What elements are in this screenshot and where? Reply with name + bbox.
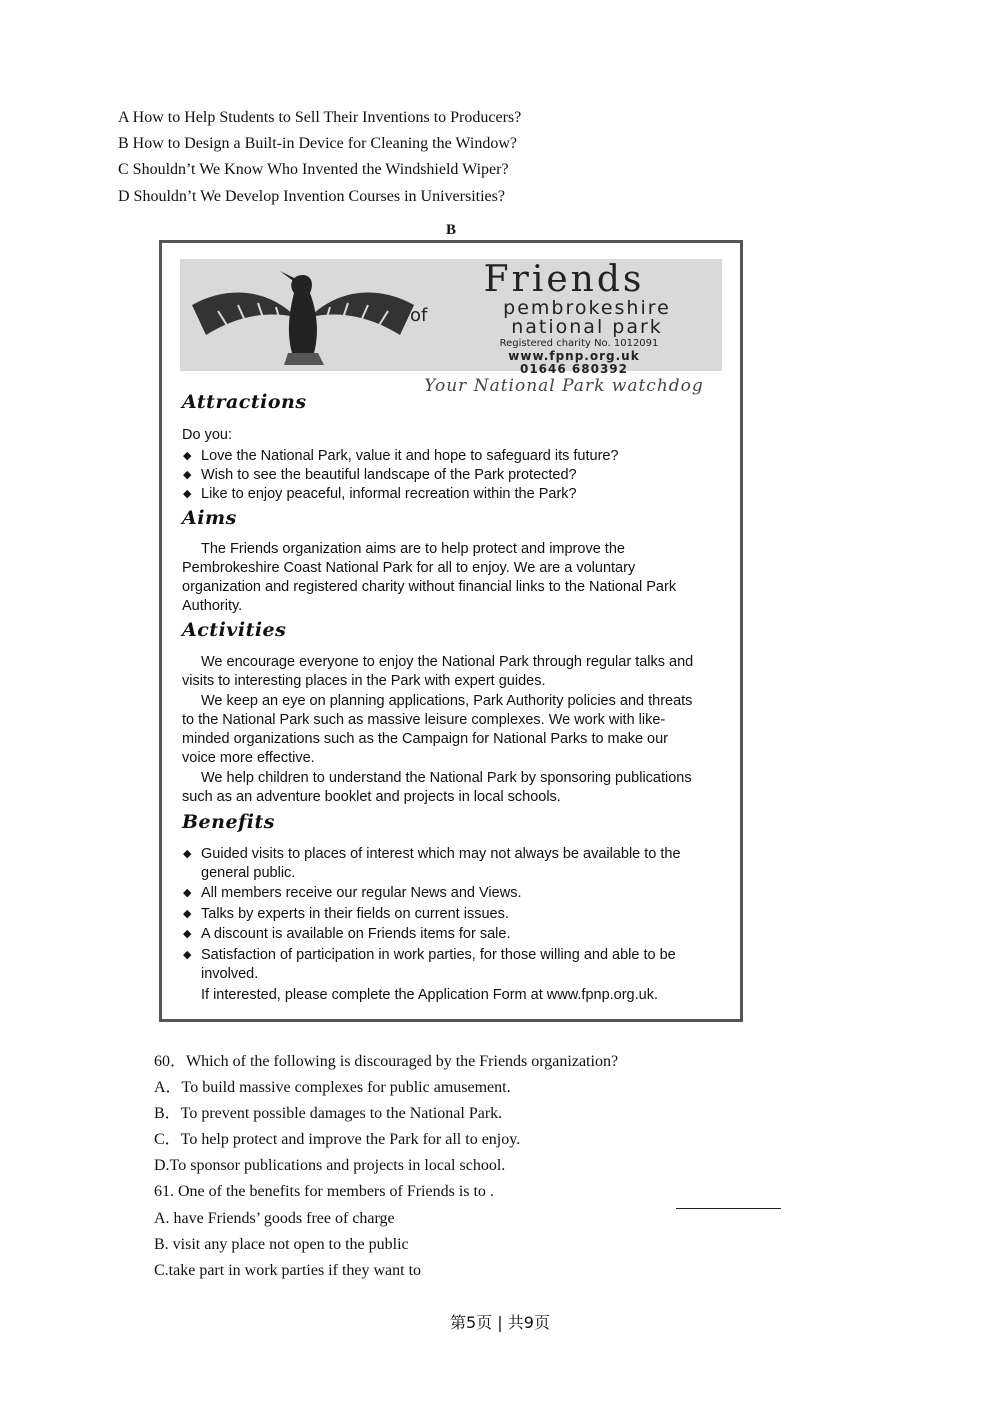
activities-line: such as an adventure booklet and projects in local schools. <box>182 789 561 805</box>
benefit-item: Guided visits to places of interest which may not always be available to the <box>201 846 681 862</box>
question-61: 61. One of the benefits for members of Friends is to . <box>154 1183 494 1200</box>
question-60-option-a: A．To build massive complexes for public amusement. <box>154 1079 511 1096</box>
aims-line: The Friends organization aims are to help protect and improve the <box>201 541 625 557</box>
benefit-item: A discount is available on Friends items for sale. <box>201 926 511 942</box>
answer-blank-line <box>676 1208 781 1209</box>
charity-number: Registered charity No. 1012091 <box>499 338 659 349</box>
benefit-item: All members receive our regular News and Views. <box>201 885 522 901</box>
aims-line: Authority. <box>182 598 243 614</box>
attractions-intro: Do you: <box>182 427 232 443</box>
section-label: B <box>446 222 457 238</box>
activities-line: to the National Park such as massive leisure complexes. We work with like- <box>182 712 666 728</box>
bullet-icon: ◆ <box>183 848 192 860</box>
benefit-item: involved. <box>201 966 259 982</box>
question-60-option-d: D.To sponsor publications and projects in local school. <box>154 1157 506 1174</box>
bullet-icon: ◆ <box>183 928 192 940</box>
attraction-item: Love the National Park, value it and hope to safeguard its future? <box>201 448 619 464</box>
bullet-icon: ◆ <box>183 488 192 500</box>
flyer-banner <box>180 259 722 396</box>
aims-line: organization and registered charity without financial links to the National Park <box>182 579 677 595</box>
activities-heading: Activities <box>182 619 287 641</box>
page-footer: 第5页 | 共9页 <box>450 1313 550 1332</box>
bullet-icon: ◆ <box>183 908 192 920</box>
attraction-item: Like to enjoy peaceful, informal recreation within the Park? <box>201 486 577 502</box>
activities-line: We help children to understand the National Park by sponsoring publications <box>201 770 692 786</box>
brand-line-2: national park <box>511 316 663 338</box>
friends-flyer <box>159 240 743 1022</box>
option-d: D Shouldn’t We Develop Invention Courses in Universities? <box>118 188 505 205</box>
attraction-item: Wish to see the beautiful landscape of the Park protected? <box>201 467 577 483</box>
bullet-icon: ◆ <box>183 450 192 462</box>
question-60: 60．Which of the following is discouraged by the Friends organization? <box>154 1053 619 1070</box>
brand-phone: 01646 680392 <box>519 362 629 376</box>
benefit-item: Satisfaction of participation in work parties, for those willing and able to be <box>201 947 676 963</box>
benefits-heading: Benefits <box>182 811 275 833</box>
activities-line: We encourage everyone to enjoy the National Park through regular talks and <box>201 654 694 670</box>
brand-line-1: pembrokeshire <box>503 297 671 319</box>
bullet-icon: ◆ <box>183 887 192 899</box>
activities-line: visits to interesting places in the Park with expert guides. <box>182 673 546 689</box>
question-61-option-c: C.take part in work parties if they want to <box>154 1262 422 1279</box>
question-60-option-b: B．To prevent possible damages to the National Park. <box>154 1105 503 1122</box>
benefit-item: Talks by experts in their fields on current issues. <box>201 906 509 922</box>
brand-tagline: Your National Park watchdog <box>424 376 704 396</box>
aims-line: Pembrokeshire Coast National Park for all to enjoy. We are a voluntary <box>182 560 636 576</box>
option-c: C Shouldn’t We Know Who Invented the Windshield Wiper? <box>118 161 509 178</box>
option-b: B How to Design a Built-in Device for Cleaning the Window? <box>118 135 517 152</box>
brand-of: of <box>410 305 428 326</box>
attractions-heading: Attractions <box>182 391 307 413</box>
brand-website: www.fpnp.org.uk <box>508 349 640 363</box>
brand-title: Friends <box>483 259 645 300</box>
option-a: A How to Help Students to Sell Their Inventions to Producers? <box>118 109 522 126</box>
bullet-icon: ◆ <box>183 949 192 961</box>
flyer-brand <box>408 261 720 396</box>
activities-line: minded organizations such as the Campaign for National Parks to make our <box>182 731 669 747</box>
activities-line: voice more effective. <box>182 750 315 766</box>
aims-heading: Aims <box>182 507 237 529</box>
closing-line: If interested, please complete the Application Form at www.fpnp.org.uk. <box>201 987 658 1003</box>
activities-line: We keep an eye on planning applications, Park Authority policies and threats <box>201 693 693 709</box>
bullet-icon: ◆ <box>183 469 192 481</box>
cormorant-logo-icon <box>188 261 418 369</box>
question-60-option-c: C．To help protect and improve the Park for all to enjoy. <box>154 1131 521 1148</box>
question-61-option-b: B. visit any place not open to the public <box>154 1236 409 1253</box>
benefit-item: general public. <box>201 865 296 881</box>
question-61-option-a: A. have Friends’ goods free of charge <box>154 1210 395 1227</box>
